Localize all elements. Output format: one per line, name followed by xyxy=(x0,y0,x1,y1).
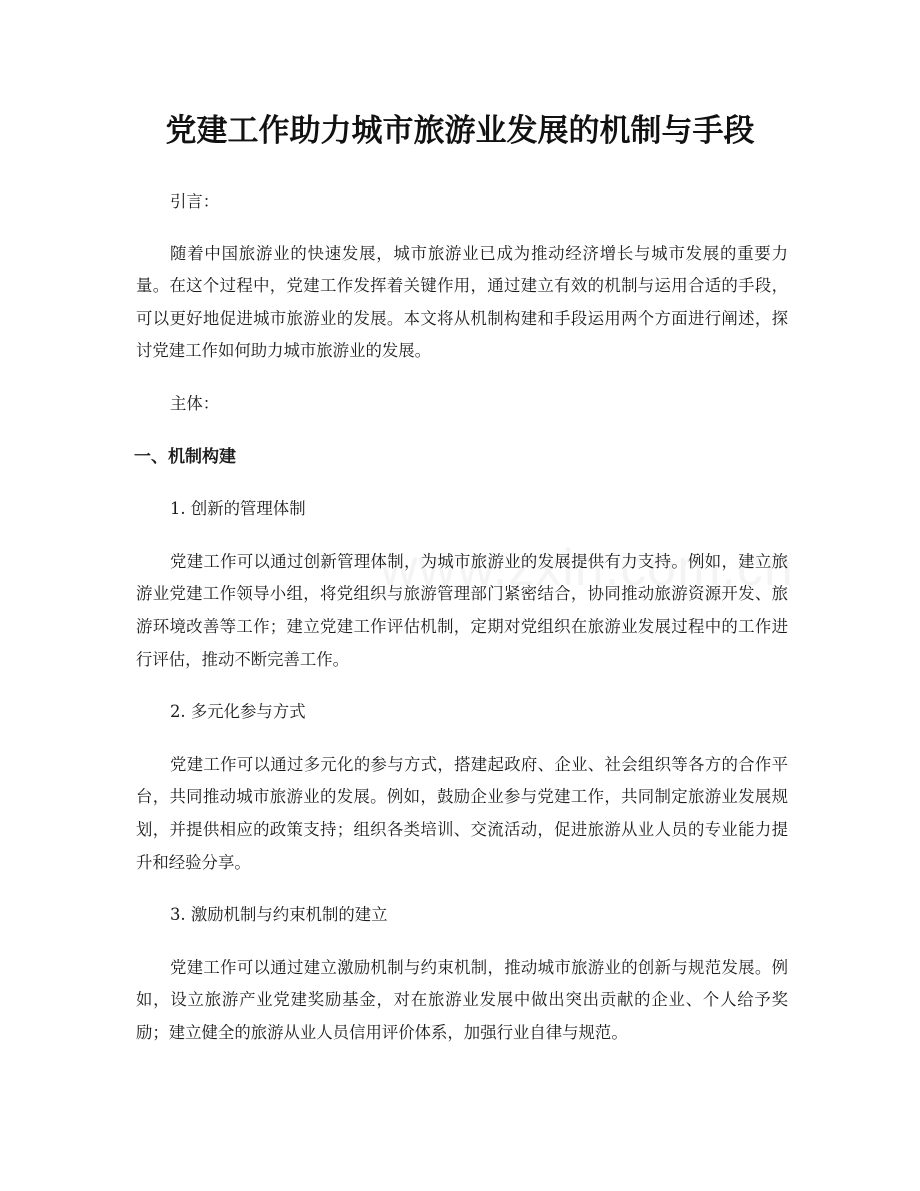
item-paragraph-3: 党建工作可以通过建立激励机制与约束机制，推动城市旅游业的创新与规范发展。例如，设立旅游产业党建奖励基金，对在旅游业发展中做出突出贡献的企业、个人给予奖励；建立健全的旅游从业人员信用评价体系，加强行业自律与规范。 xyxy=(136,957,788,1042)
intro-paragraph: 随着中国旅游业的快速发展，城市旅游业已成为推动经济增长与城市发展的重要力量。在这个过程中，党建工作发挥着关键作用，通过建立有效的机制与运用合适的手段，可以更好地促进城市旅游业的发展。本文将从机制构建和手段运用两个方面进行阐述，探讨党建工作如何助力城市旅游业的发展。 xyxy=(136,243,788,361)
item-paragraph-2: 党建工作可以通过多元化的参与方式，搭建起政府、企业、社会组织等各方的合作平台，共同推动城市旅游业的发展。例如，鼓励企业参与党建工作，共同制定旅游业发展规划，并提供相应的政策支持；组织各类培训、交流活动，促进旅游从业人员的专业能力提升和经验分享。 xyxy=(136,754,788,872)
page-title: 党建工作助力城市旅游业发展的机制与手段 xyxy=(165,113,755,149)
section-1 xyxy=(0,441,788,474)
item-heading-3: 3. 激励机制与约束机制的建立 xyxy=(170,905,388,925)
body-label: 主体： xyxy=(170,393,220,413)
section-heading: 一、机制构建 xyxy=(134,446,236,467)
item-heading-1: 1. 创新的管理体制 xyxy=(170,499,306,519)
item-paragraph-1: 党建工作可以通过创新管理体制，为城市旅游业的发展提供有力支持。例如，建立旅游业党建工作领导小组，将党组织与旅游管理部门紧密结合，协同推动旅游资源开发、旅游环境改善等工作；建立党建工作评估机制，定期对党组织在旅游业发展过程中的工作进行评估，推动不断完善工作。 xyxy=(136,551,788,669)
document-body xyxy=(136,186,788,1049)
item-heading-2: 2. 多元化参与方式 xyxy=(170,702,306,722)
intro-label: 引言： xyxy=(170,192,220,211)
